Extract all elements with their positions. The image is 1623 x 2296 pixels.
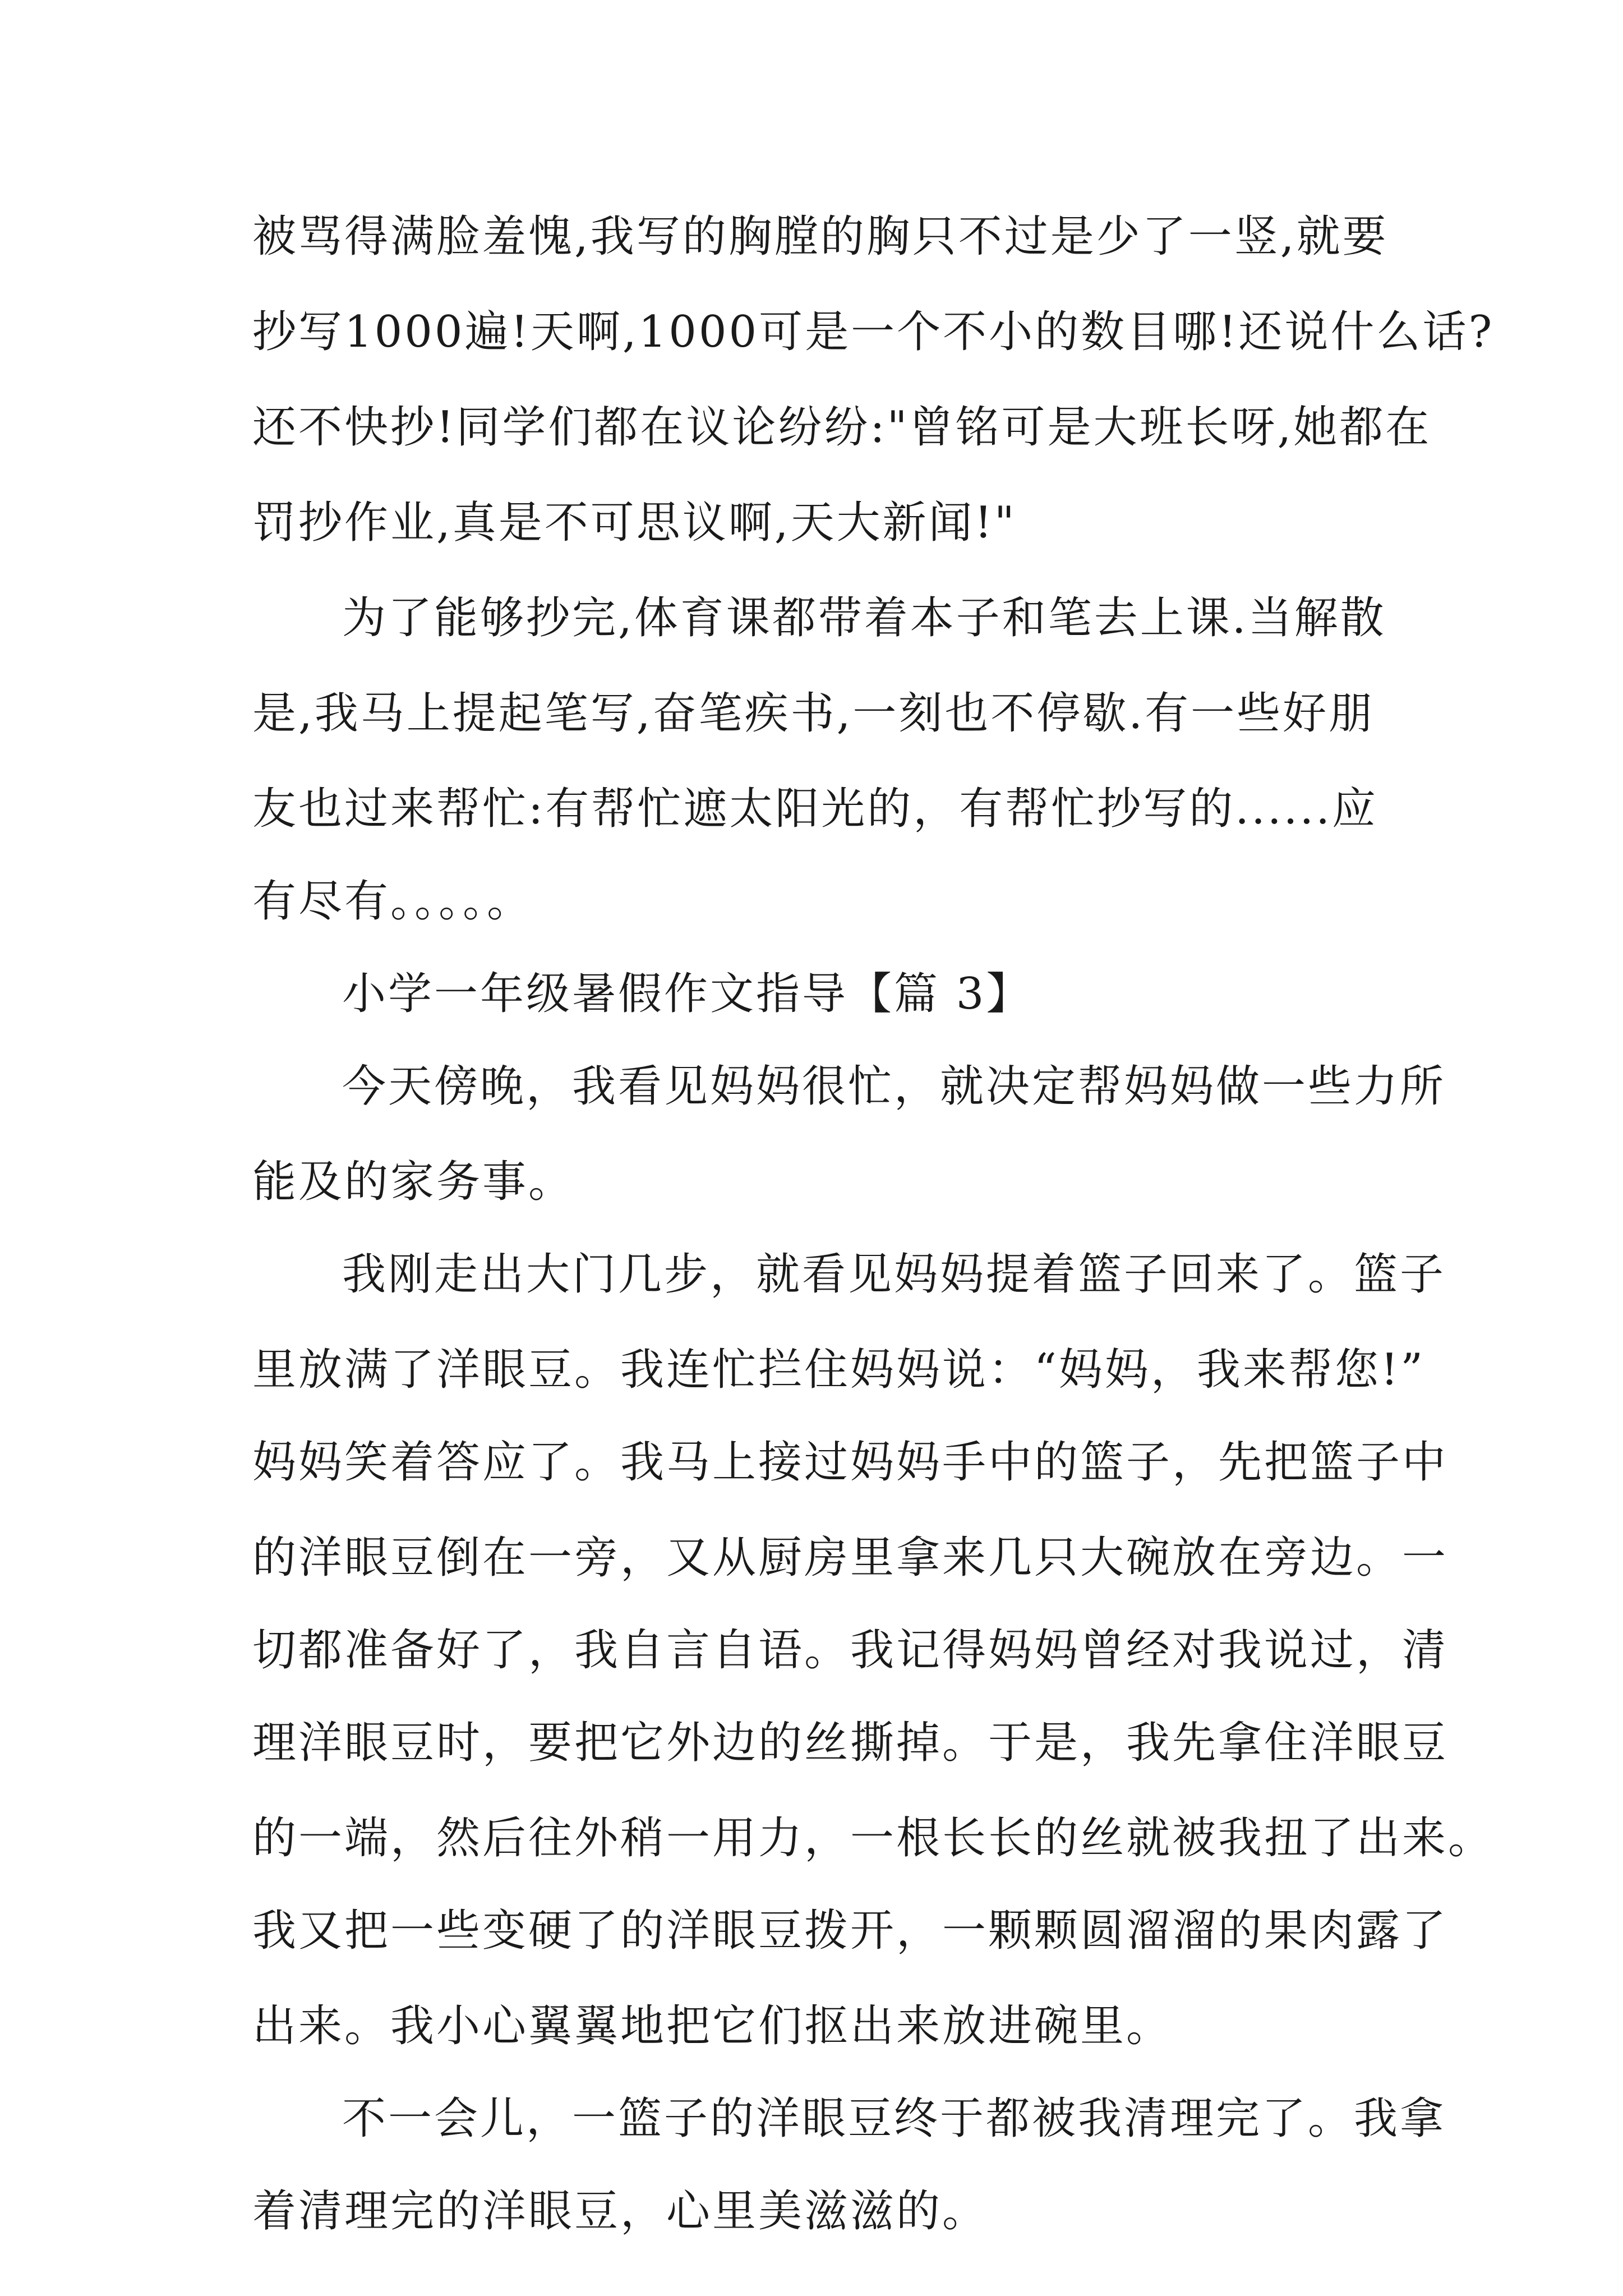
section-heading: 小学一年级暑假作文指导【篇 3】 (342, 969, 1032, 1019)
text-line: 能及的家务事。 (252, 1157, 575, 1207)
text-line: 是,我马上提起笔写,奋笔疾书,一刻也不停歇.有一些好朋 (252, 688, 1375, 739)
text-line: 我又把一些变硬了的洋眼豆拨开，一颗颗圆溜溜的果肉露了 (252, 1906, 1449, 1956)
text-line: 罚抄作业,真是不可思议啊,天大新闻!" (252, 498, 1017, 548)
text-line: 妈妈笑着答应了。我马上接过妈妈手中的篮子，先把篮子中 (252, 1437, 1449, 1488)
paragraph-start: 不一会儿，一篮子的洋眼豆终于都被我清理完了。我拿 (342, 2093, 1446, 2144)
text-line: 的一端，然后往外稍一用力，一根长长的丝就被我扭了出来。 (252, 1813, 1495, 1864)
text-line: 抄写1000遍!天啊,1000可是一个不小的数目哪!还说什么话? (252, 307, 1495, 357)
paragraph-start: 为了能够抄完,体育课都带着本子和笔去上课.当解散 (342, 593, 1386, 643)
text-line: 被骂得满脸羞愧,我写的胸膛的胸只不过是少了一竖,就要 (252, 211, 1389, 262)
text-line: 着清理完的洋眼豆，心里美滋滋的。 (252, 2186, 989, 2237)
text-line: 的洋眼豆倒在一旁，又从厨房里拿来几只大碗放在旁边。一 (252, 1533, 1449, 1583)
paragraph-start: 我刚走出大门几步，就看见妈妈提着篮子回来了。篮子 (342, 1249, 1446, 1300)
text-line: 有尽有。。。。。 (252, 876, 533, 927)
paragraph-start: 今天傍晚，我看见妈妈很忙，就决定帮妈妈做一些力所 (342, 1061, 1446, 1112)
text-line: 里放满了洋眼豆。我连忙拦住妈妈说：“妈妈，我来帮您!” (252, 1345, 1426, 1395)
text-line: 切都准备好了，我自言自语。我记得妈妈曾经对我说过，清 (252, 1625, 1449, 1676)
text-line: 还不快抄!同学们都在议论纷纷:"曾铭可是大班长呀,她都在 (252, 402, 1432, 453)
text-line: 友也过来帮忙:有帮忙遮太阳光的，有帮忙抄写的......应 (252, 784, 1378, 834)
text-line: 理洋眼豆时，要把它外边的丝撕掉。于是，我先拿住洋眼豆 (252, 1718, 1449, 1768)
text-line: 出来。我小心翼翼地把它们抠出来放进碗里。 (252, 2001, 1173, 2051)
